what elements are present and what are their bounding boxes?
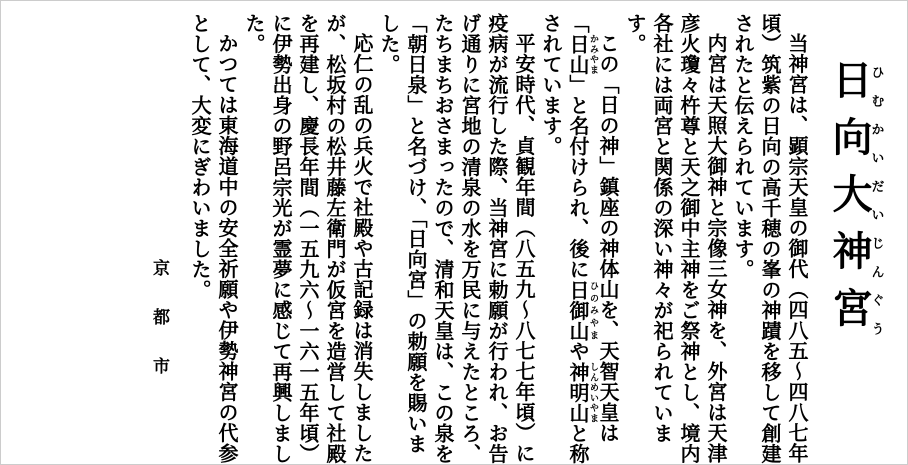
p3-ruby-shinmeiyama [566, 361, 598, 424]
p3-segment-0: この「日の神」鎮座の神体山を、天智天皇は「 [566, 13, 620, 443]
p3-furigana-hinomiyama: ひのみやま [588, 279, 598, 341]
p3-segment-6: と称されています。 [539, 13, 590, 464]
p3-segment-3: 日御山 [566, 279, 590, 341]
p3-ruby-hinomiyama [566, 279, 598, 342]
vertical-text-block [145, 1, 899, 465]
title-ruby [826, 59, 884, 344]
paragraph-onin-war-rebuild: 応仁の乱の兵火で社殿や古記録は消失しましたが、松坂村の松井藤左衛門が仮宮を造営して社殿を再建し、慶長年間（一五九六〜一六一五年頃）に伊勢出身の野呂宗光が霊夢に感じて再興しました。 [242, 13, 374, 464]
paragraph-heian-era: 平安時代、貞観年間（八五九〜八七七年頃）に疫病が流行した際、当神宮に勅願が行われ、お告げ通りに宮地の清泉の水を万民に与えたところ、たちまちおさまったので、清和天皇は、この泉を「朝日泉」と名づけ、「日向宮」の勅願を賜いました。 [377, 13, 536, 464]
p3-segment-1: 日山 [566, 33, 590, 75]
p3-ruby-kamiyama [566, 33, 598, 75]
paragraph-sacred-mountain [537, 13, 621, 465]
signature-kyoto-city: 京都市 [149, 259, 169, 406]
page-title [826, 13, 883, 465]
p3-segment-5: 神明山 [566, 361, 590, 423]
title-furigana: ひむかいだいじんぐう [868, 59, 884, 344]
title-text: 日向大神宮 [826, 59, 872, 344]
p3-segment-4: や [566, 341, 590, 362]
p3-furigana-kamiyama: かみやま [588, 33, 598, 75]
paragraph-deities: 内宮は天照大御神と宗像三女神を、外宮は天津彦火瓊々杵尊と天之御中主神をご祭神とし、境内各社には両宮と関係の深い神々が祀られています。 [623, 13, 728, 464]
paragraph-tokaido: かつては東海道中の安全祈願や伊勢神宮の代参として、大変にぎわいました。 [188, 13, 239, 464]
p3-furigana-shinmeiyama: しんめいやま [588, 361, 598, 423]
paragraph-founding: 当神宮は、顕宗天皇の御代（四八五〜四八七年頃）筑紫の日向の高千穂の峯の神蹟を移して創建されたと伝えられています。 [731, 13, 809, 464]
p3-segment-2: 」と名付けられ、後に [566, 74, 590, 280]
